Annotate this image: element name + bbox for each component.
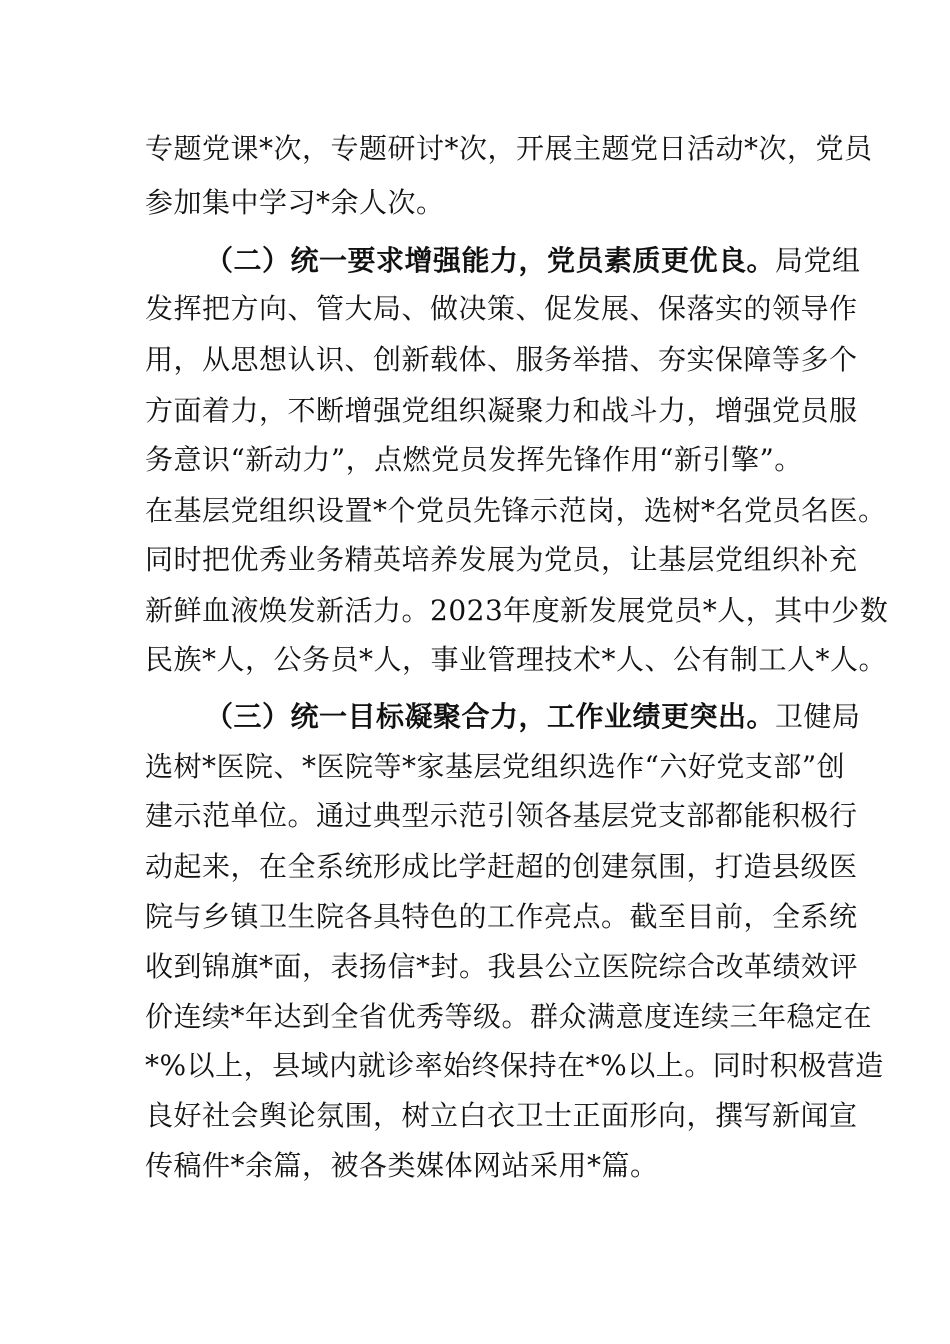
paragraph-3-first-line [205, 698, 861, 736]
paragraph-1-line-1: 专题党课*次，专题研讨*次，开展主题党日活动*次，党员 [145, 132, 873, 165]
paragraph-2-first-line [205, 242, 861, 280]
paragraph-1-line-2: 参加集中学习*余人次。 [145, 186, 445, 219]
paragraph-3-line-9: 良好社会舆论氛围，树立白衣卫士正面形向，撰写新闻宣 [145, 1099, 858, 1132]
paragraph-2-line-5: 务意识“新动力”，点燃党员发挥先锋作用“新引擎”。 [145, 443, 803, 476]
section-2-heading: （二）统一要求增强能力，党员素质更优良。 [205, 244, 776, 277]
paragraph-2-line-4: 方面着力，不断增强党组织凝聚力和战斗力，增强党员服 [145, 394, 858, 427]
paragraph-2-line-9: 民族*人，公务员*人，事业管理技术*人、公有制工人*人。 [145, 643, 888, 676]
paragraph-3-line-4: 动起来，在全系统形成比学赶超的创建氛围，打造县级医 [145, 850, 858, 883]
paragraph-3-line-3: 建示范单位。通过典型示范引领各基层党支部都能积极行 [145, 799, 858, 832]
paragraph-3-line-5: 院与乡镇卫生院各具特色的工作亮点。截至目前，全系统 [145, 900, 858, 933]
paragraph-2-line-2: 发挥把方向、管大局、做决策、促发展、保落实的领导作 [145, 292, 858, 325]
paragraph-3-line-7: 价连续*年达到全省优秀等级。群众满意度连续三年稳定在 [145, 1000, 873, 1033]
section-2-first-line-text: 局党组 [775, 244, 861, 277]
paragraph-3-line-2: 选树*医院、*医院等*家基层党组织选作“六好党支部”创 [145, 750, 846, 783]
paragraph-3-line-6: 收到锦旗*面，表扬信*封。我县公立医院综合改革绩效评 [145, 950, 859, 983]
section-3-heading: （三）统一目标凝聚合力，工作业绩更突出。 [205, 700, 776, 733]
paragraph-3-line-10: 传稿件*余篇，被各类媒体网站采用*篇。 [145, 1149, 659, 1182]
paragraph-2-line-6: 在基层党组织设置*个党员先锋示范岗，选树*名党员名医。 [145, 494, 887, 527]
paragraph-2-line-3: 用，从思想认识、创新载体、服务举措、夯实保障等多个 [145, 343, 858, 376]
paragraph-2-line-8: 新鲜血液焕发新活力。2023年度新发展党员*人，其中少数 [145, 594, 889, 627]
section-3-first-line-text: 卫健局 [775, 700, 861, 733]
paragraph-3-line-8: *%以上，县域内就诊率始终保持在*%以上。同时积极营造 [145, 1049, 884, 1082]
paragraph-2-line-7: 同时把优秀业务精英培养发展为党员，让基层党组织补充 [145, 543, 858, 576]
